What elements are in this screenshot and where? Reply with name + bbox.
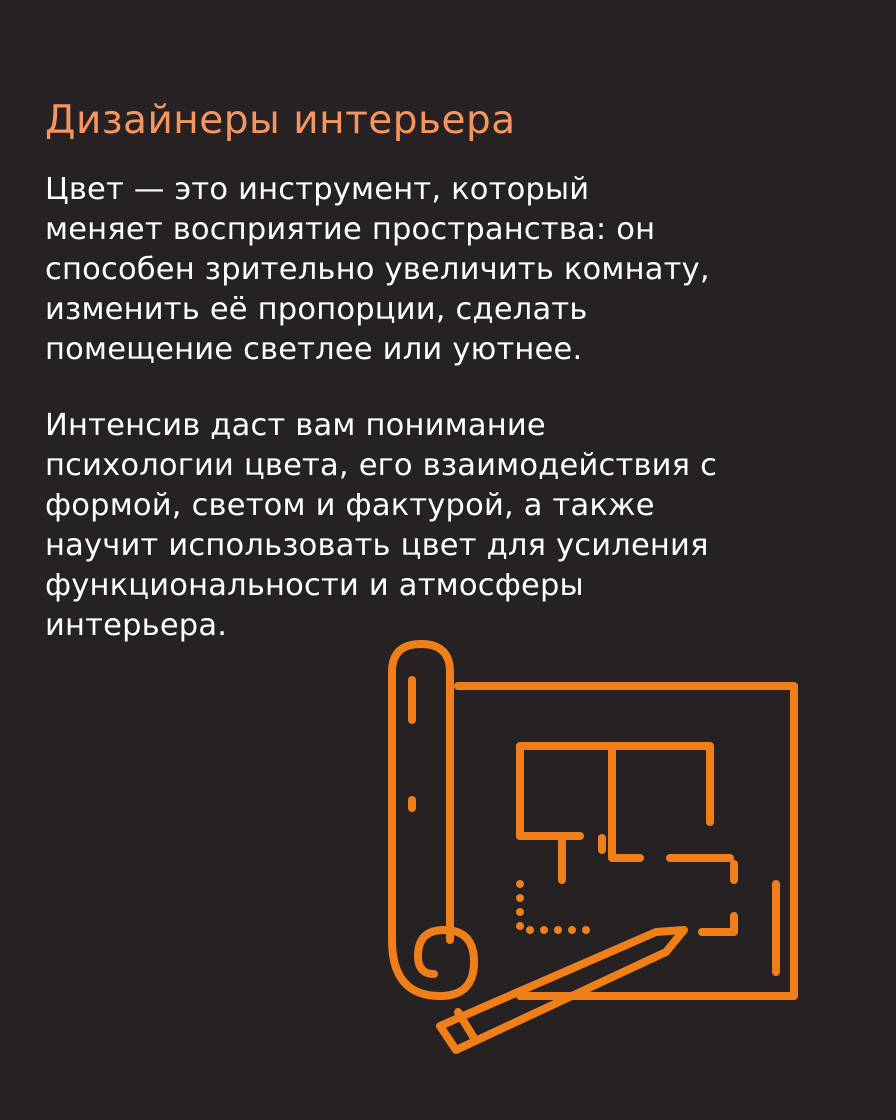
intro-line: способен зрительно увеличить комнату, — [45, 252, 710, 287]
course-line: научит использовать цвет для усиления — [45, 528, 709, 563]
course-line: интерьера. — [45, 608, 228, 643]
blueprint-roll — [392, 644, 450, 940]
page-title: Дизайнеры интерьера — [45, 98, 516, 143]
course-line: формой, светом и фактурой, а также — [45, 488, 655, 523]
course-line: функциональности и атмосферы — [45, 568, 584, 603]
intro-line: меняет восприятие пространства: он — [45, 212, 656, 247]
floorplan-inner-wall — [612, 748, 640, 858]
floorplan-dotted-wall — [520, 884, 600, 930]
course-line: психологии цвета, его взаимодействия с — [45, 448, 718, 483]
floorplan-wall — [702, 916, 734, 932]
course-line: Интенсив даст вам понимание — [45, 408, 546, 443]
course-paragraph — [45, 406, 717, 646]
intro-line: помещение светлее или уютнее. — [45, 332, 583, 367]
intro-line: Цвет — это инструмент, который — [45, 172, 590, 207]
intro-paragraph — [45, 170, 710, 370]
blueprint-pencil-icon — [380, 636, 810, 1076]
blueprint-sheet — [458, 686, 794, 996]
pencil-icon — [440, 930, 684, 1050]
blueprint-roll-curl — [392, 930, 474, 996]
intro-line: изменить её пропорции, сделать — [45, 292, 588, 327]
